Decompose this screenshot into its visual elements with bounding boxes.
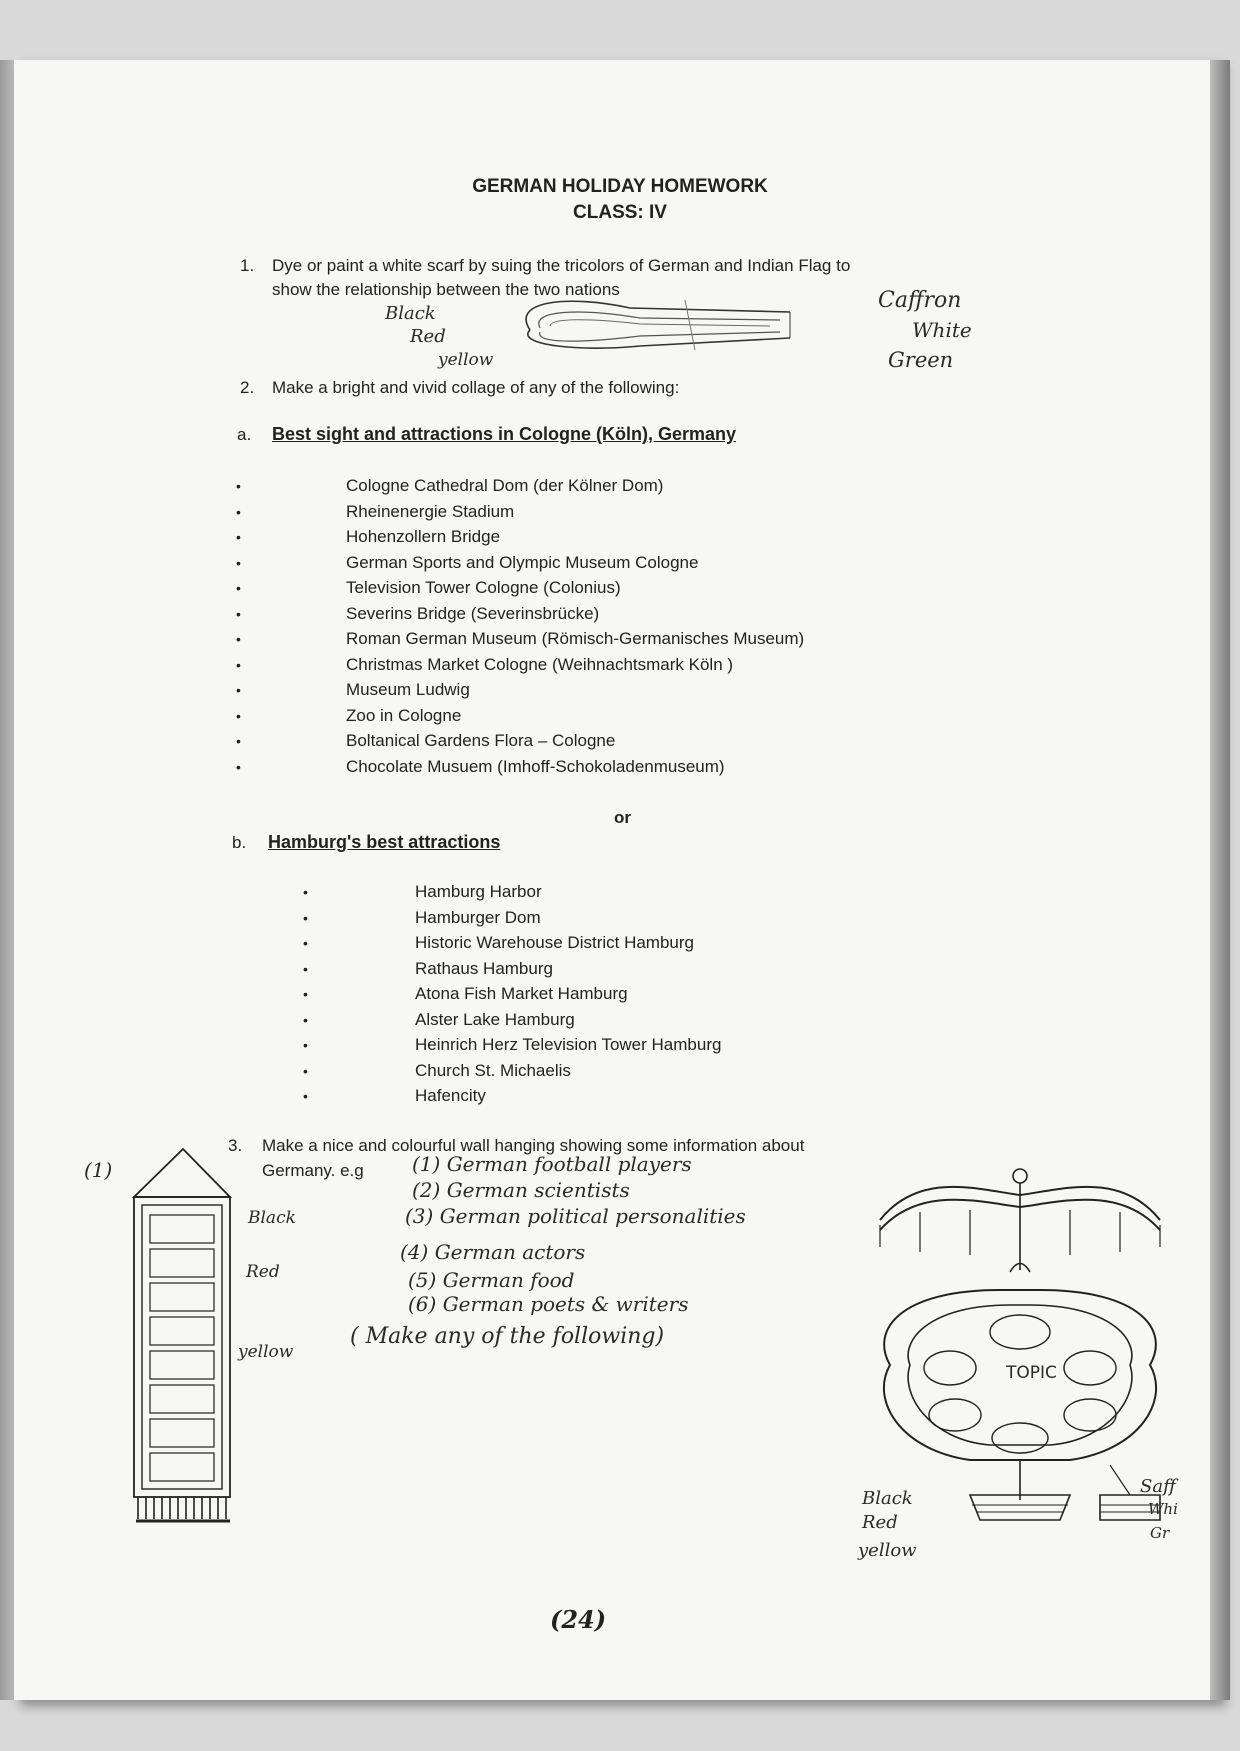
section-b-heading: Hamburg's best attractions — [268, 832, 501, 852]
list-item: • Church St. Michaelis — [303, 1060, 571, 1080]
list-item: • Heinrich Herz Television Tower Hamburg — [303, 1035, 722, 1054]
task-1-label-white: White — [912, 318, 972, 342]
list-item: • Hohenzollern Bridge — [236, 527, 501, 546]
task-2-number: 2. — [240, 378, 255, 397]
banner-label-black: Black — [248, 1208, 296, 1228]
scarf-sketch — [490, 290, 820, 370]
task-3-example-6: (6) German poets & writers — [408, 1292, 689, 1316]
task-1-number: 1. — [240, 256, 255, 275]
task-1-label-black: Black — [385, 303, 436, 324]
list-item: • Rathaus Hamburg — [303, 958, 553, 978]
document-subtitle: CLASS: IV — [573, 202, 667, 223]
list-item: • Atona Fish Market Hamburg — [303, 984, 628, 1003]
list-item: • Severins Bridge (Severinsbrücke) — [236, 603, 600, 623]
banner-wall-hanging-sketch — [128, 1145, 238, 1530]
list-item: • Museum Ludwig — [236, 680, 470, 699]
task-3-example-5: (5) German food — [408, 1268, 575, 1292]
task-3-note: ( Make any of the following) — [350, 1324, 665, 1349]
task-1-label-saffron: Caffron — [878, 288, 962, 313]
task-3-example-1: (1) German football players — [412, 1152, 692, 1176]
banner-label-yellow: yellow — [238, 1342, 294, 1362]
task-3-example-3: (3) German political personalities — [405, 1204, 746, 1228]
list-item: • Alster Lake Hamburg — [303, 1009, 575, 1029]
list-item: • Roman German Museum (Römisch-Germanisches Museum) — [236, 629, 805, 648]
lantern-label-green: Gr — [1150, 1524, 1170, 1542]
margin-mark: (1) — [84, 1158, 113, 1182]
lantern-label-white: Whi — [1148, 1500, 1178, 1518]
list-item: • Hamburg Harbor — [303, 882, 542, 901]
hamburg-attractions-list — [303, 880, 1003, 1110]
lantern-label-black: Black — [862, 1488, 913, 1509]
list-item: • Christmas Market Cologne (Weihnachtsmark Köln ) — [236, 654, 734, 674]
task-1-label-green: Green — [888, 348, 954, 372]
list-item: • Television Tower Cologne (Colonius) — [236, 578, 621, 597]
banner-label-red: Red — [246, 1262, 280, 1282]
list-item: • Hamburger Dom — [303, 907, 541, 927]
task-1-line-2: show the relationship between the two nations — [272, 280, 620, 299]
scan-page-edge — [1210, 60, 1230, 1700]
task-3-line-1: Make a nice and colourful wall hanging showing some information about — [262, 1136, 805, 1155]
lantern-label-red: Red — [862, 1512, 898, 1533]
list-item: • Hafencity — [303, 1086, 486, 1105]
lantern-label-yellow: yellow — [858, 1540, 917, 1561]
list-item: • Rheinenergie Stadium — [236, 501, 515, 521]
list-item: • Chocolate Musuem (Imhoff-Schokoladenmuseum) — [236, 756, 725, 776]
task-2-text: Make a bright and vivid collage of any of the following: — [272, 378, 680, 397]
section-a-heading: Best sight and attractions in Cologne (Köln), Germany — [272, 424, 737, 444]
document-title: GERMAN HOLIDAY HOMEWORK — [472, 176, 768, 197]
lantern-topic-label: TOPIC — [1006, 1363, 1057, 1383]
task-1-label-red: Red — [410, 326, 446, 347]
list-item: • Historic Warehouse District Hamburg — [303, 933, 694, 952]
cologne-attractions-list — [236, 474, 996, 780]
task-3-number: 3. — [228, 1136, 243, 1155]
or-separator: or — [614, 808, 631, 827]
page-number: (24) — [550, 1605, 607, 1634]
list-item: • Zoo in Cologne — [236, 705, 462, 725]
lantern-label-saffron: Saff — [1140, 1476, 1176, 1497]
list-item: • Cologne Cathedral Dom (der Kölner Dom) — [236, 476, 664, 495]
list-item: • Boltanical Gardens Flora – Cologne — [236, 731, 616, 750]
list-item: • German Sports and Olympic Museum Cologne — [236, 552, 699, 572]
task-3-line-2: Germany. e.g — [262, 1161, 364, 1180]
section-a-letter: a. — [237, 425, 252, 444]
task-3-example-4: (4) German actors — [400, 1240, 586, 1264]
section-b-letter: b. — [232, 833, 247, 852]
task-1-label-yellow: yellow — [438, 350, 494, 370]
task-1-line-1: Dye or paint a white scarf by suing the tricolors of German and Indian Flag to — [272, 256, 851, 275]
task-3-example-2: (2) German scientists — [412, 1178, 630, 1202]
